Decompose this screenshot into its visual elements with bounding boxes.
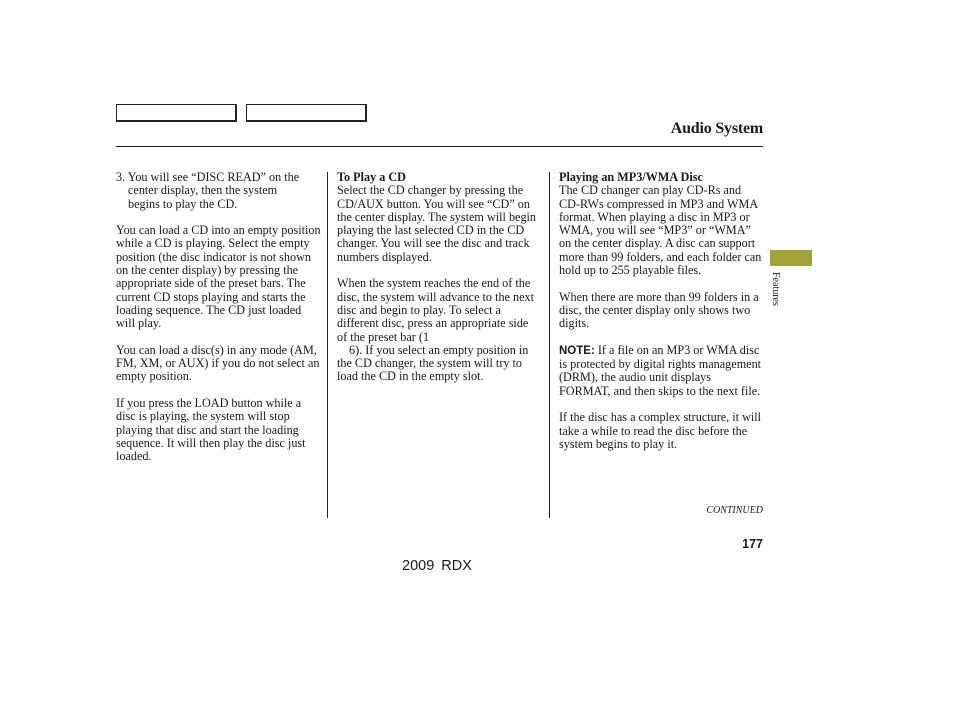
column-2 bbox=[337, 171, 540, 397]
col2-paragraph-2-main: When the system reaches the end of the disc, the system will advance to the next disc and begin to play. To select a different disc, press an appropriate side of the preset bar (1 bbox=[337, 276, 534, 344]
column-divider-2 bbox=[549, 172, 550, 518]
column-divider-1 bbox=[327, 172, 328, 518]
nav-box-2[interactable] bbox=[246, 104, 367, 122]
section-title: Audio System bbox=[670, 120, 763, 137]
page-number: 177 bbox=[742, 537, 763, 551]
note bbox=[559, 344, 765, 398]
to-play-cd-heading: To Play a CD bbox=[337, 170, 406, 184]
col3-paragraph-1: The CD changer can play CD-Rs and CD-RWs compressed in MP3 and WMA format. When playing a disc in MP3 or WMA, you will see “MP3” or “WMA” on the center display. A disc can support more than 99 folders, and each folder can hold up to 255 playable files. bbox=[559, 183, 762, 278]
features-tab-marker[interactable] bbox=[770, 250, 812, 266]
col2-paragraph-1: Select the CD changer by pressing the CD/AUX button. You will see “CD” on the center display. The system will begin playing the last selected CD in the CD changer. You will see the disc and track numbers displayed. bbox=[337, 183, 537, 264]
step-3-line-3: begins to play the CD. bbox=[128, 196, 238, 211]
col1-paragraph-1: You can load a CD into an empty position while a CD is playing. Select the empty position (the disc indicator is not shown on the center display) by pressing the appropriate side of the preset bars. The current CD stops playing and starts the loading sequence. The CD just loaded will play. bbox=[116, 223, 321, 331]
step-3 bbox=[116, 171, 321, 211]
col3-paragraph-3: If the disc has a complex structure, it will take a while to read the disc before the system begins to play it. bbox=[559, 410, 762, 451]
column-3 bbox=[559, 171, 765, 465]
col3-paragraph-2: When there are more than 99 folders in a disc, the center display only shows two digits. bbox=[559, 289, 759, 331]
step-3-line-2: center display, then the system bbox=[128, 183, 278, 198]
col2-paragraph-2 bbox=[337, 277, 540, 383]
column-1 bbox=[116, 171, 321, 477]
header-rule bbox=[116, 146, 763, 147]
continued-label: CONTINUED bbox=[706, 505, 763, 516]
note-label: NOTE: bbox=[559, 344, 595, 357]
mp3-wma-heading: Playing an MP3/WMA Disc bbox=[559, 170, 703, 184]
col1-paragraph-3: If you press the LOAD button while a disc is playing, the system will stop playing that disc and start the loading sequence. It will then play the disc just loaded. bbox=[116, 396, 306, 464]
nav-box-1[interactable] bbox=[116, 104, 237, 122]
col1-paragraph-2: You can load a disc(s) in any mode (AM, FM, XM, or AUX) if you do not select an empty position. bbox=[116, 342, 320, 384]
note-text: If a file on an MP3 or WMA disc is protected by digital rights management (DRM), the audio unit displays FORMAT, and then skips to the next file. bbox=[559, 342, 762, 398]
features-tab-label[interactable]: Features bbox=[770, 272, 781, 306]
model-label: 2009 RDX bbox=[402, 558, 472, 574]
col2-paragraph-2-cont: 6). If you select an empty position in the CD changer, the system will try to load the CD in the empty slot. bbox=[337, 342, 529, 384]
step-3-line-1: 3. You will see “DISC READ” on the bbox=[116, 170, 300, 184]
